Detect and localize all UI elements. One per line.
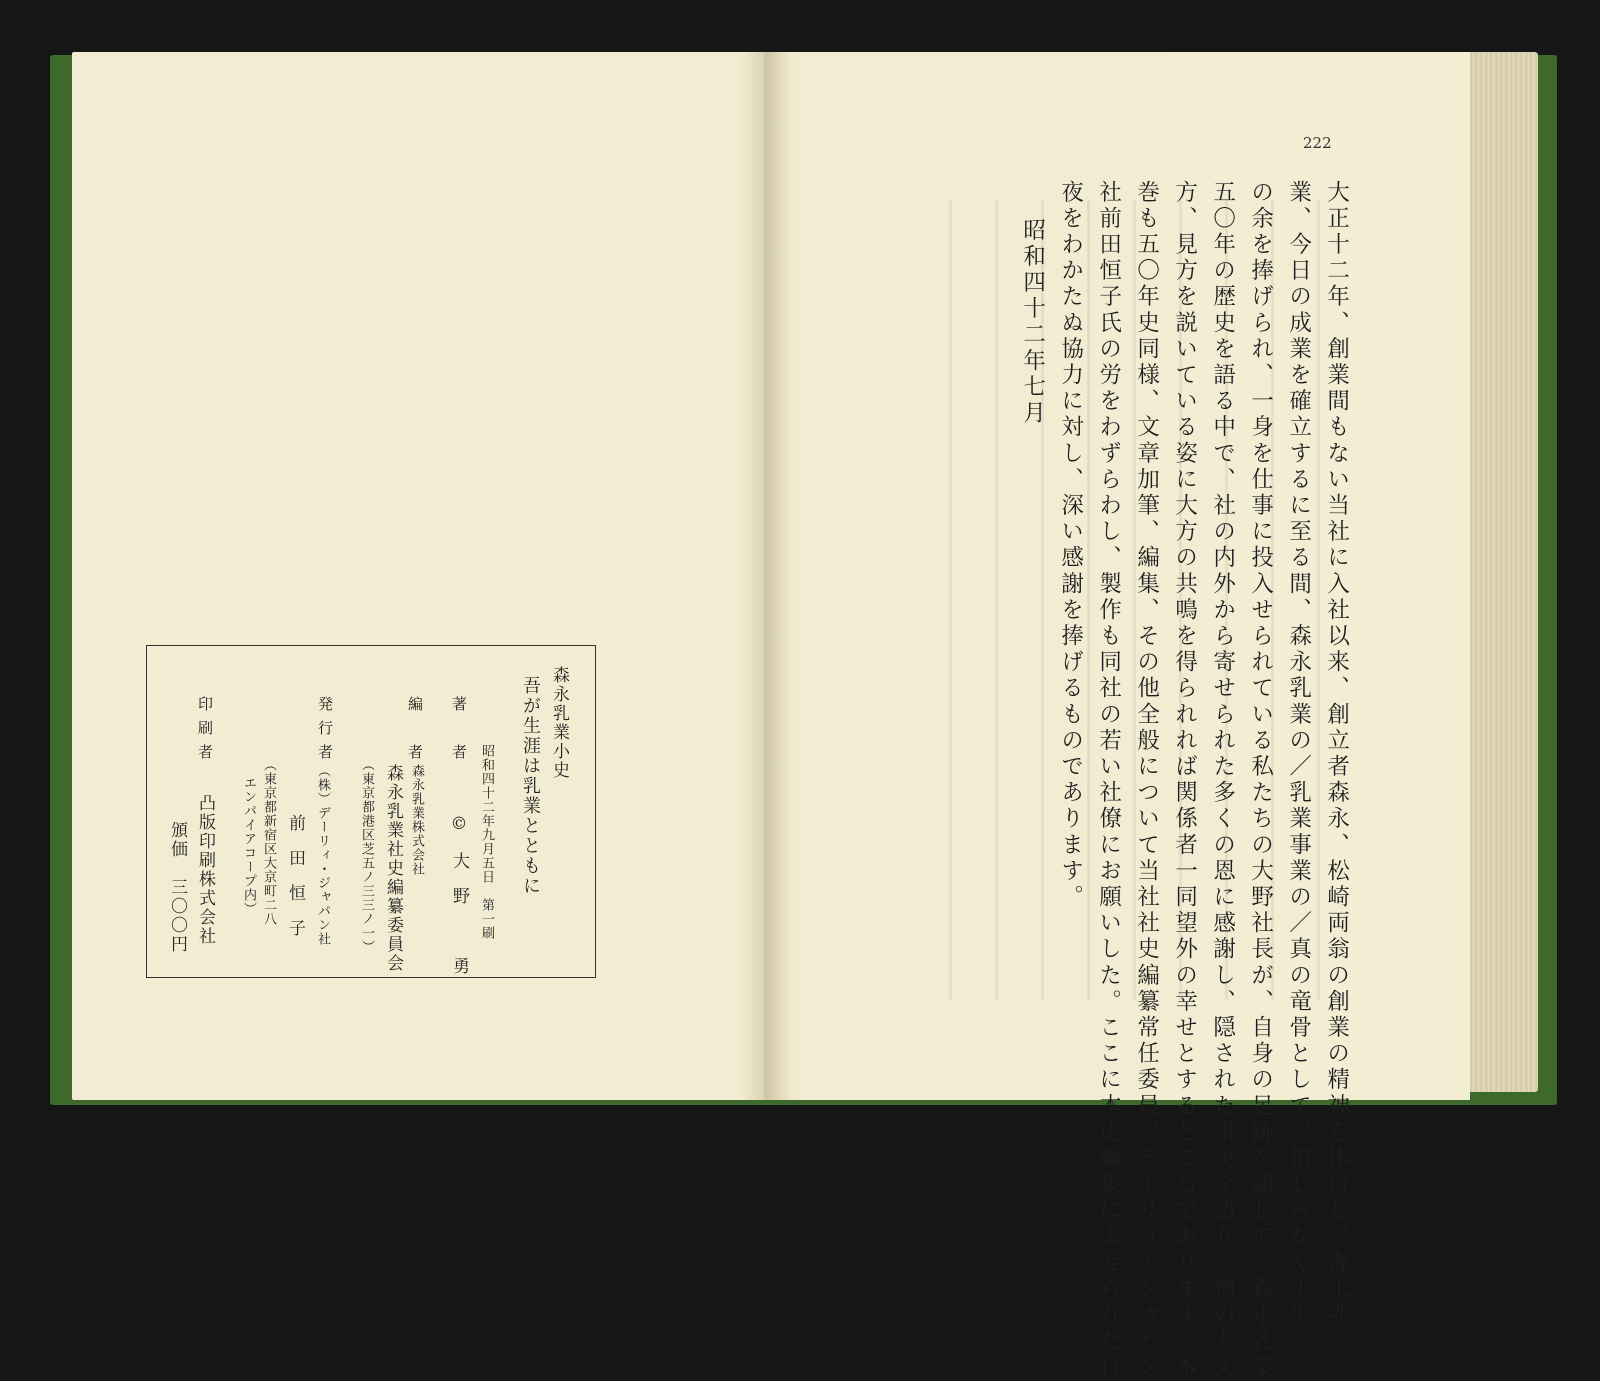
body-line-1: 大正十二年、創業間もない当社に入社以来、創立者森永、松崎両翁の創業の精神を体得し、森永乳 bbox=[1323, 180, 1350, 1329]
colophon-author-label: 著 者 bbox=[450, 696, 468, 768]
colophon-editor-name: 森永乳業社史編纂委員会 bbox=[383, 764, 403, 973]
colophon-publisher-address-2: エンパイアコープ内） bbox=[241, 776, 256, 916]
colophon-book-title: 森永乳業小史 bbox=[549, 666, 569, 780]
page-edges bbox=[1470, 52, 1538, 1092]
body-line-7: 社前田恒子氏の労をわずらわし、製作も同社の若い社僚にお願いした。ここに本史編集によせられた日 bbox=[1095, 180, 1122, 1381]
colophon-publisher-label: 発行者 bbox=[316, 696, 334, 768]
body-line-4: 五〇年の歴史を語る中で、社の内外から寄せられた多くの恩に感謝し、隠された事実を語り、物の考え bbox=[1209, 180, 1236, 1381]
date-line: 昭和四十二年七月 bbox=[1019, 218, 1046, 427]
colophon-editor-company: 森永乳業株式会社 bbox=[409, 764, 424, 876]
body-line-6: 巻も五〇年史同様、文章加筆、編集、その他全般について当社社史編纂常任委員、デーリィ・ジャパン bbox=[1133, 180, 1160, 1381]
colophon-price: 頒価 三〇〇円 bbox=[167, 821, 187, 954]
colophon-editor-address: （東京都港区芝五ノ三三ノ一） bbox=[359, 758, 374, 954]
colophon-printer-name: 凸版印刷株式会社 bbox=[195, 794, 215, 946]
colophon-box bbox=[146, 645, 596, 992]
page-number: 222 bbox=[1303, 134, 1332, 152]
colophon-publication-date: 昭和四十二年九月五日 第一刷 bbox=[479, 744, 494, 940]
body-line-8: 夜をわかたぬ協力に対し、深い感謝を捧げるものであります。 bbox=[1057, 180, 1084, 911]
colophon-publisher-company: （株）デーリィ・ジャパン社 bbox=[315, 764, 330, 946]
colophon-printer-label: 印刷者 bbox=[196, 696, 214, 768]
colophon-publisher-address: （東京都新宿区大京町二八 bbox=[261, 758, 276, 926]
book-gutter bbox=[740, 52, 790, 1100]
colophon-publisher-name: 前田恒子 bbox=[285, 814, 305, 954]
body-line-3: の余を捧げられ、一身を仕事に投入せられている私たちの大野社長が、自身の足跡を通して、森永乳業 bbox=[1247, 180, 1274, 1381]
body-line-2: 業、今日の成業を確立するに至る間、森永乳業の／乳業事業の／真の竜骨として、惜しみなく半生 bbox=[1285, 180, 1312, 1329]
colophon-subtitle: 吾が生涯は乳業とともに bbox=[520, 676, 541, 896]
colophon-author-name: ©大野 勇 bbox=[449, 814, 469, 992]
colophon-editor-label: 編 者 bbox=[406, 696, 424, 768]
body-line-5: 方、見方を説いている姿に大方の共鳴を得られれば関係者一同望外の幸せとするところであります。本 bbox=[1171, 180, 1198, 1381]
